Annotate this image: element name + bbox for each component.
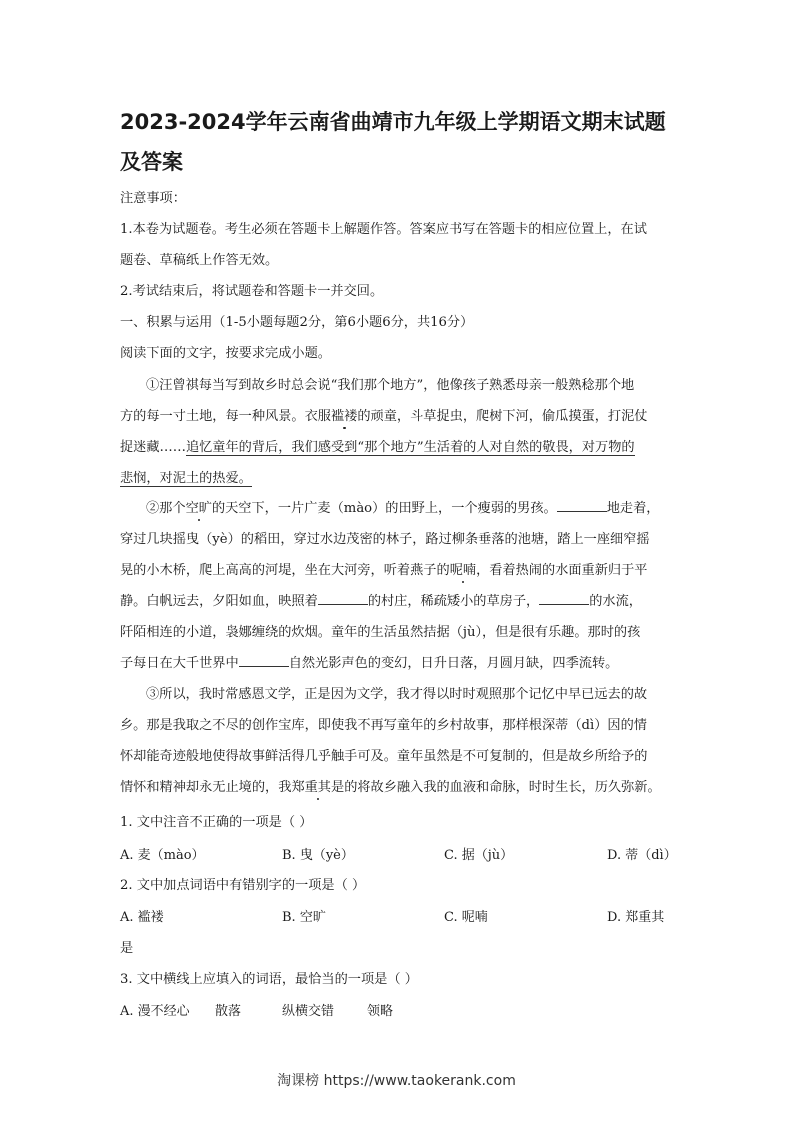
text-segment: 的村庄，稀疏矮小的草房子， <box>367 594 540 609</box>
paragraph-3-line-3: 怀却能奇迹般地使得故事鲜活得几乎触手可及。童年虽然是不可复制的，但是故乡所给予的 <box>120 749 648 764</box>
paragraph-2-line-3 <box>120 559 648 578</box>
question-3-stem: 3. 文中横线上应填入的词语，最恰当的一项是（ ） <box>120 972 418 987</box>
notice-heading: 注意事项： <box>120 191 186 206</box>
paragraph-1-line-3 <box>120 436 635 455</box>
underlined-sentence: 追忆童年的背后，我们感受到“那个地方”生活着的人对自然的敬畏，对万物的 <box>185 440 635 455</box>
text-segment: 子每日在大千世界中 <box>120 656 239 671</box>
text-segment: 晃的小木桥，爬上高高的河堤，坐在大河旁，听着燕子的 <box>120 563 450 578</box>
option-a: A. 褴褛 <box>120 910 164 925</box>
option-a-word-2: 散落 <box>215 1004 242 1019</box>
notice-item-1: 1.本卷为试题卷。考生必须在答题卡上解题作答。答案应书写在答题卡的相应位置上，在试 <box>120 222 647 237</box>
text-segment: 的天空下，一片广麦（mào）的田野上，一个瘦弱的男孩。 <box>211 501 557 516</box>
paragraph-1-line-4 <box>120 467 252 486</box>
fill-blank <box>539 592 589 605</box>
paragraph-2-line-6 <box>120 652 618 671</box>
text-segment: 地走着， <box>606 501 660 516</box>
option-b: B. 空旷 <box>282 910 326 925</box>
option-d: D. 郑重其 <box>607 910 665 925</box>
option-a-word-4: 领略 <box>367 1004 394 1019</box>
paragraph-2-line-1 <box>146 497 660 516</box>
option-c: C. 呢喃 <box>444 910 488 925</box>
question-1-stem: 1. 文中注音不正确的一项是（ ） <box>120 815 313 830</box>
text-segment: 静。白帆远去，夕阳如血，映照着 <box>120 594 318 609</box>
reading-instruction: 阅读下面的文字，按要求完成小题。 <box>120 346 331 361</box>
footer-watermark: 淘课榜 https://www.taokerank.com <box>277 1073 516 1089</box>
option-b: B. 曳（yè） <box>282 848 354 863</box>
fill-blank <box>239 654 289 667</box>
text-segment: ，看着热闹的水面重新归于平 <box>476 563 648 578</box>
option-a-word-3: 纵横交错 <box>282 1004 335 1019</box>
dotted-word: 呢喃 <box>449 563 477 578</box>
text-segment: 自然光影声色的变幻，日升日落，月圆月缺，四季流转。 <box>288 656 619 671</box>
paragraph-2-line-4 <box>120 590 642 609</box>
section-heading: 一、积累与运用（1-5小题每题2分，第6小题6分，共16分） <box>120 315 474 330</box>
paragraph-2-line-5: 阡陌相连的小道，袅娜缠绕的炊烟。童年的生活虽然拮据（jù），但是很有乐趣。那时的孩 <box>120 625 641 640</box>
text-segment: 的水流， <box>589 594 642 609</box>
option-c: C. 据（jù） <box>444 848 514 863</box>
paragraph-3-line-1: ③所以，我时常感恩文学，正是因为文学，我才得以时时观照那个记忆中早已远去的故 <box>146 687 648 702</box>
option-a-label: A. 漫不经心 <box>120 1004 190 1019</box>
fill-blank <box>318 592 368 605</box>
paragraph-1-line-2 <box>120 405 648 424</box>
dotted-word: 空旷 <box>185 501 212 516</box>
question-2-option-d-wrap: 是 <box>120 941 134 956</box>
text-segment: ②那个 <box>146 501 186 516</box>
text-segment: 的将故乡融入我的血液和命脉，时时生长，历久弥新。 <box>344 780 661 795</box>
dotted-word: 褴褛 <box>331 409 358 424</box>
option-d: D. 蒂（dì） <box>607 848 677 863</box>
text-segment: 的顽童，斗草捉虫，爬树下河，偷瓜摸蛋，打泥仗 <box>357 409 648 424</box>
notice-item-2: 2.考试结束后，将试题卷和答题卡一并交回。 <box>120 284 384 299</box>
text-segment: 捉迷藏…… <box>120 440 186 455</box>
document-title: 2023-2024学年云南省曲靖市九年级上学期语文期末试题及答案 <box>120 110 666 174</box>
dotted-word: 郑重其是 <box>291 780 345 795</box>
paragraph-3-line-2: 乡。那是我取之不尽的创作宝库，即使我不再写童年的乡村故事，那样根深蒂（dì）因的情 <box>120 718 647 733</box>
notice-item-1-cont: 题卷、草稿纸上作答无效。 <box>120 253 279 268</box>
question-2-stem: 2. 文中加点词语中有错别字的一项是（ ） <box>120 878 366 893</box>
underlined-sentence: 悲悯，对泥土的热爱。 <box>120 471 252 486</box>
fill-blank <box>557 499 607 512</box>
text-segment: 方的每一寸土地，每一种风景。衣服 <box>120 409 331 424</box>
text-segment: 情怀和精神却永无止境的，我 <box>120 780 292 795</box>
paragraph-3-line-4 <box>120 776 661 795</box>
option-a: A. 麦（mào） <box>120 848 205 863</box>
paragraph-2-line-2: 穿过几块摇曳（yè）的稻田，穿过水边茂密的林子，路过柳条垂落的池塘，踏上一座细窄摇 <box>120 532 650 547</box>
paragraph-1-line-1: ①汪曾祺每当写到故乡时总会说“我们那个地方”，他像孩子熟悉母亲一般熟稔那个地 <box>146 378 635 393</box>
